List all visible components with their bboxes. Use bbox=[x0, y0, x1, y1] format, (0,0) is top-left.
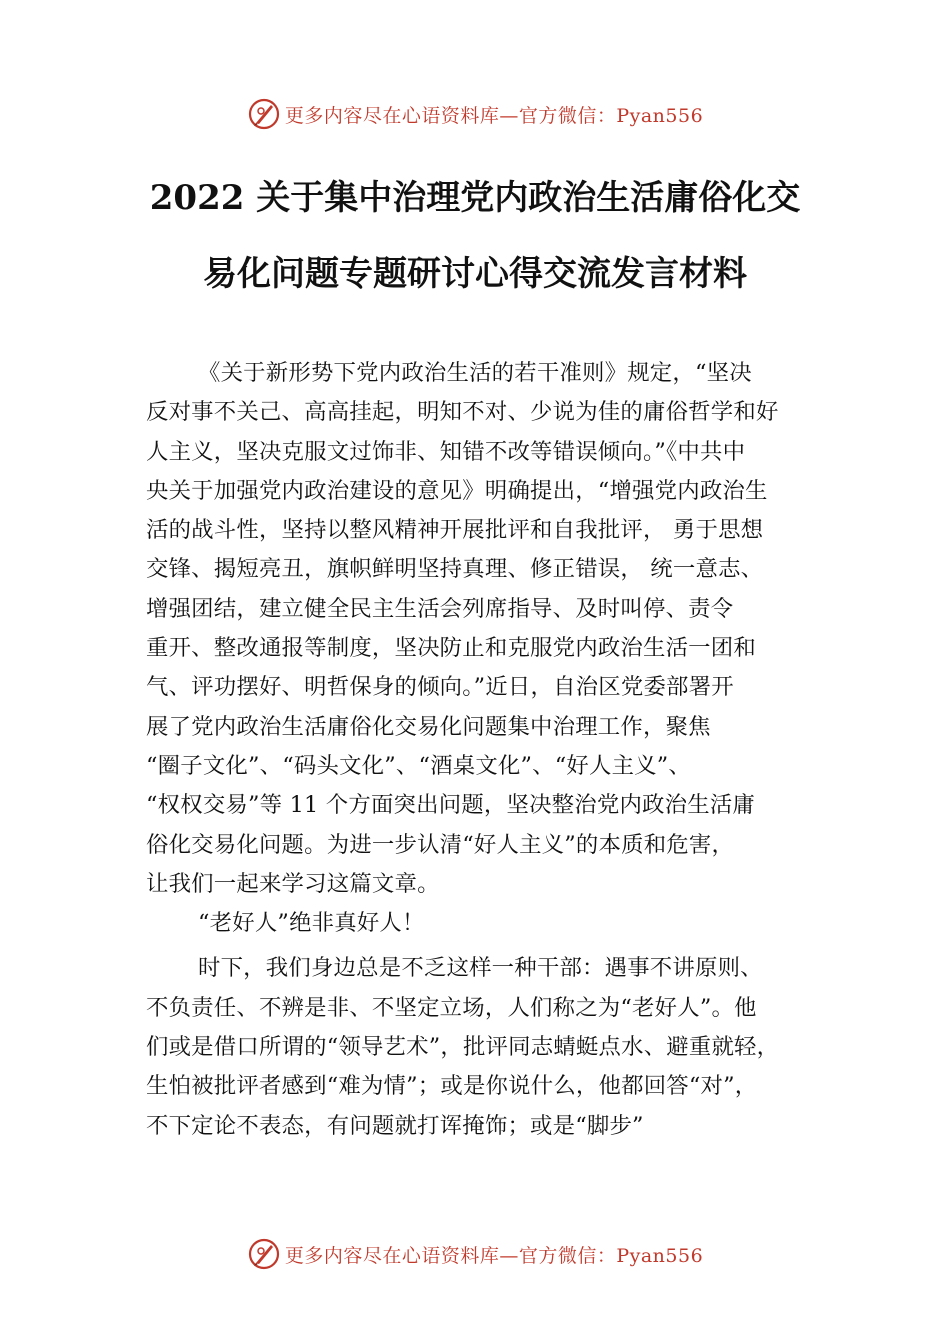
paragraph-1-line: 《关于新形势下党内政治生活的若干准则》规定，“坚决 bbox=[198, 360, 752, 386]
footer-banner-text: 更多内容尽在心语资料库—官方微信：Pyan556 bbox=[284, 1244, 704, 1267]
title-line: 2022 关于集中治理党内政治生活庸俗化交 bbox=[149, 178, 801, 218]
paragraph-1-line: “圈子文化”、“码头文化”、“酒桌文化”、“好人主义”、 bbox=[146, 752, 691, 779]
paragraph-1-line: 反对事不关己、高高挂起，明知不对、少说为佳的庸俗哲学和好 bbox=[146, 399, 779, 426]
paragraph-1-line: 让我们一起来学习这篇文章。 bbox=[146, 870, 440, 897]
paragraph-1-line: 俗化交易化问题。为进一步认清“好人主义”的本质和危害， bbox=[146, 831, 735, 858]
document-body bbox=[146, 354, 818, 1146]
header-banner[interactable] bbox=[0, 94, 950, 134]
quill-pen-logo-icon bbox=[247, 97, 281, 131]
paragraph-1-line: 央关于加强党内政治建设的意见》明确提出，“增强党内政治生 bbox=[146, 477, 768, 504]
quill-pen-logo-icon bbox=[247, 1237, 281, 1271]
paragraph-1-line: “权权交易”等 11 个方面突出问题，坚决整治党内政治生活庸 bbox=[146, 792, 755, 819]
paragraph-1-line: 增强团结，建立健全民主生活会列席指导、及时叫停、责令 bbox=[146, 595, 734, 622]
paragraph-2-line: 们或是借口所谓的“领导艺术”，批评同志蜻蜓点水、避重就轻， bbox=[146, 1034, 780, 1061]
title-line: 易化问题专题研讨心得交流发言材料 bbox=[203, 254, 747, 294]
paragraph-2-line: 不下定论不表态，有问题就打诨掩饰；或是“脚步” bbox=[146, 1112, 644, 1139]
paragraph-1-line: 人主义，坚决克服文过饰非、知错不改等错误倾向。”《中共中 bbox=[146, 438, 746, 465]
document-title bbox=[110, 160, 840, 312]
paragraph-1-line: 气、评功摆好、明哲保身的倾向。”近日，自治区党委部署开 bbox=[146, 674, 734, 701]
paragraph-2-line: 时下，我们身边总是不乏这样一种干部：遇事不讲原则、 bbox=[198, 955, 763, 982]
paragraph-1-line: 交锋、揭短亮丑，旗帜鲜明坚持真理、修正错误， 统一意志、 bbox=[146, 556, 764, 583]
paragraph-1-line: 重开、整改通报等制度，坚决防止和克服党内政治生活一团和 bbox=[146, 635, 756, 662]
paragraph-1-line: 活的战斗性，坚持以整风精神开展批评和自我批评， 勇于思想 bbox=[146, 517, 764, 544]
footer-banner[interactable] bbox=[0, 1234, 950, 1274]
header-banner-text: 更多内容尽在心语资料库—官方微信：Pyan556 bbox=[284, 104, 704, 127]
section-heading: “老好人”绝非真好人！ bbox=[198, 910, 425, 937]
paragraph-2-line: 生怕被批评者感到“难为情”；或是你说什么，他都回答“对”， bbox=[146, 1073, 758, 1100]
paragraph-2-line: 不负责任、不辨是非、不坚定立场，人们称之为“老好人”。他 bbox=[146, 994, 757, 1021]
paragraph-1-line: 展了党内政治生活庸俗化交易化问题集中治理工作，聚焦 bbox=[146, 713, 711, 740]
